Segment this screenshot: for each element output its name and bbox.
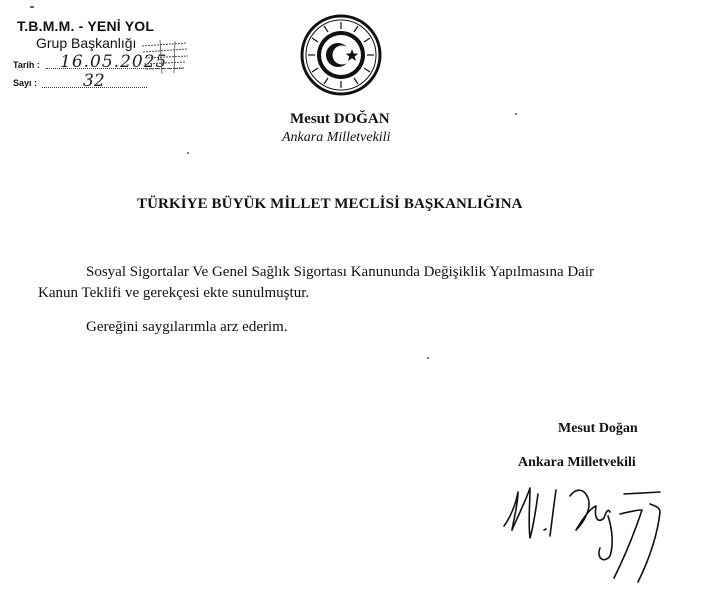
body-paragraph-1-line-1: Sosyal Sigortalar Ve Genel Sağlık Sigortası Kanununda Değişiklik Yapılmasına Dair — [86, 264, 595, 280]
scan-speck — [427, 357, 429, 359]
stamp-number-label: Sayı : — [13, 78, 38, 88]
scan-speck — [515, 113, 517, 115]
stamp-line-2: Grup Başkanlığı — [36, 35, 137, 51]
scan-speck — [187, 152, 189, 154]
body-paragraph-1-line-2: Kanun Teklifi ve gerekçesi ekte sunulmuştur. — [38, 285, 310, 301]
body-paragraph-2: Gereğini saygılarımla arz ederim. — [86, 319, 288, 335]
scan-speck — [30, 6, 34, 8]
closing-name: Mesut Doğan — [558, 421, 638, 436]
sender-name: Mesut DOĞAN — [290, 111, 390, 127]
addressee-heading: TÜRKİYE BÜYÜK MİLLET MECLİSİ BAŞKANLIĞINA — [137, 196, 523, 212]
stamp-scribble-icon — [140, 38, 190, 78]
stamp-date-value: 16.05.2025 — [60, 52, 168, 72]
stamp-date-label: Tarih : — [13, 60, 40, 70]
stamp-line-1: T.B.M.M. - YENİ YOL — [17, 18, 155, 34]
handwritten-signature-icon — [500, 478, 675, 588]
closing-title: Ankara Milletvekili — [518, 455, 636, 470]
stamp-number-value: 32 — [83, 71, 105, 91]
tbmm-seal-icon — [300, 14, 382, 96]
sender-title: Ankara Milletvekili — [282, 130, 391, 145]
